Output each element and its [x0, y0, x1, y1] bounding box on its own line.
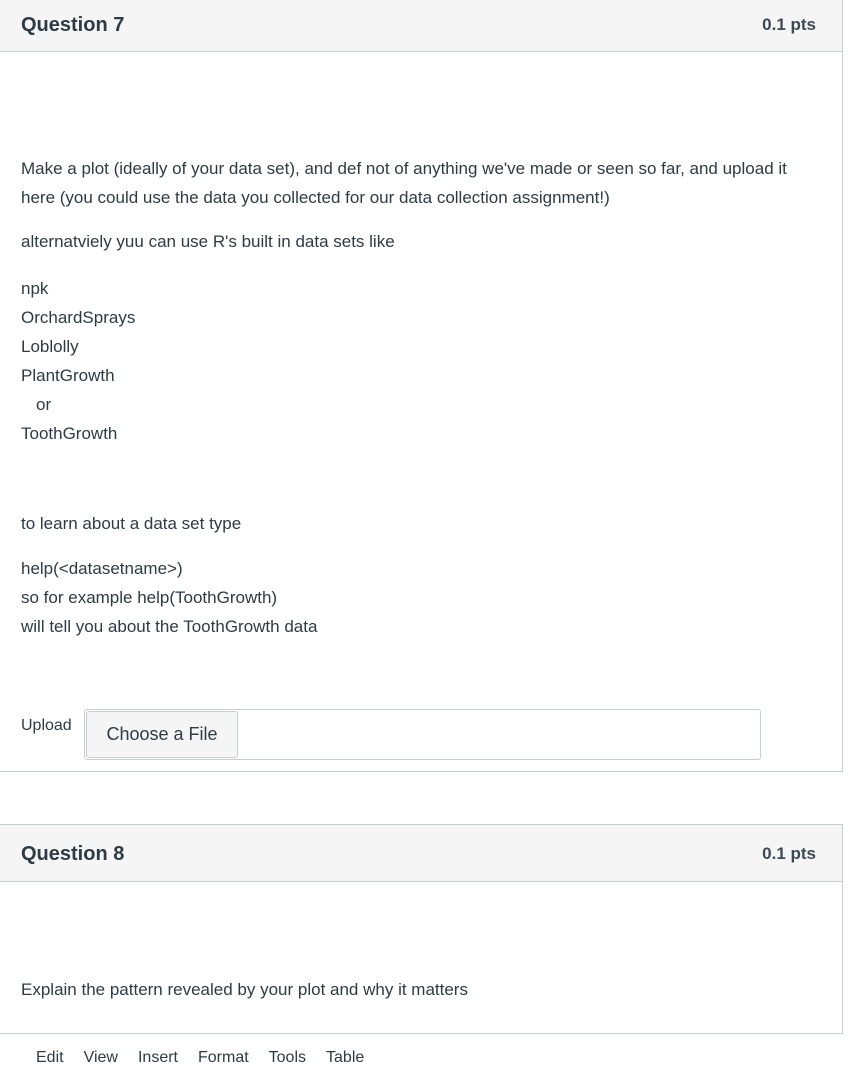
- menu-view[interactable]: View: [83, 1049, 118, 1066]
- help-line-3: will tell you about the ToothGrowth data: [21, 617, 318, 636]
- help-line-2: so for example help(ToothGrowth): [21, 588, 278, 607]
- question-7-header: [0, 0, 842, 52]
- question-8-title: Question 8: [21, 843, 125, 865]
- dataset-item-npk: npk: [21, 279, 49, 298]
- question-7-points: 0.1 pts: [762, 15, 816, 34]
- question-8-header: [0, 825, 842, 882]
- menu-tools[interactable]: Tools: [268, 1049, 307, 1066]
- dataset-item-toothgrowth: ToothGrowth: [21, 424, 118, 443]
- question-8-card: [0, 824, 843, 1066]
- upload-label: Upload: [21, 717, 72, 734]
- choose-file-button[interactable]: Choose a File: [86, 711, 238, 758]
- upload-row: [21, 709, 761, 760]
- help-instructions: [21, 554, 821, 641]
- help-line-1: help(<datasetname>): [21, 559, 183, 578]
- menu-insert[interactable]: Insert: [137, 1049, 178, 1066]
- dataset-item-or: or: [36, 395, 52, 414]
- question-8-points: 0.1 pts: [762, 844, 816, 863]
- menu-edit[interactable]: Edit: [36, 1049, 64, 1066]
- menu-format[interactable]: Format: [197, 1049, 249, 1066]
- dataset-item-loblolly: Loblolly: [21, 337, 79, 356]
- question-7-alt-intro: alternatviely yuu can use R's built in data sets like: [21, 232, 395, 251]
- file-upload-field[interactable]: [84, 709, 761, 760]
- question-7-prompt: Make a plot (ideally of your data set), and def not of anything we've made or seen so far, and upload it here (you could use the data you collected for our data collection assignment!): [21, 159, 787, 207]
- dataset-list: [21, 274, 821, 448]
- question-8-prompt: Explain the pattern revealed by your plot and why it matters: [21, 980, 468, 999]
- question-7-learn-text: to learn about a data set type: [21, 514, 242, 533]
- menu-table[interactable]: Table: [326, 1049, 365, 1066]
- editor-menubar: [36, 1047, 384, 1069]
- question-7-title: Question 7: [21, 14, 125, 36]
- dataset-item-plantgrowth: PlantGrowth: [21, 366, 115, 385]
- dataset-item-orchardsprays: OrchardSprays: [21, 308, 136, 327]
